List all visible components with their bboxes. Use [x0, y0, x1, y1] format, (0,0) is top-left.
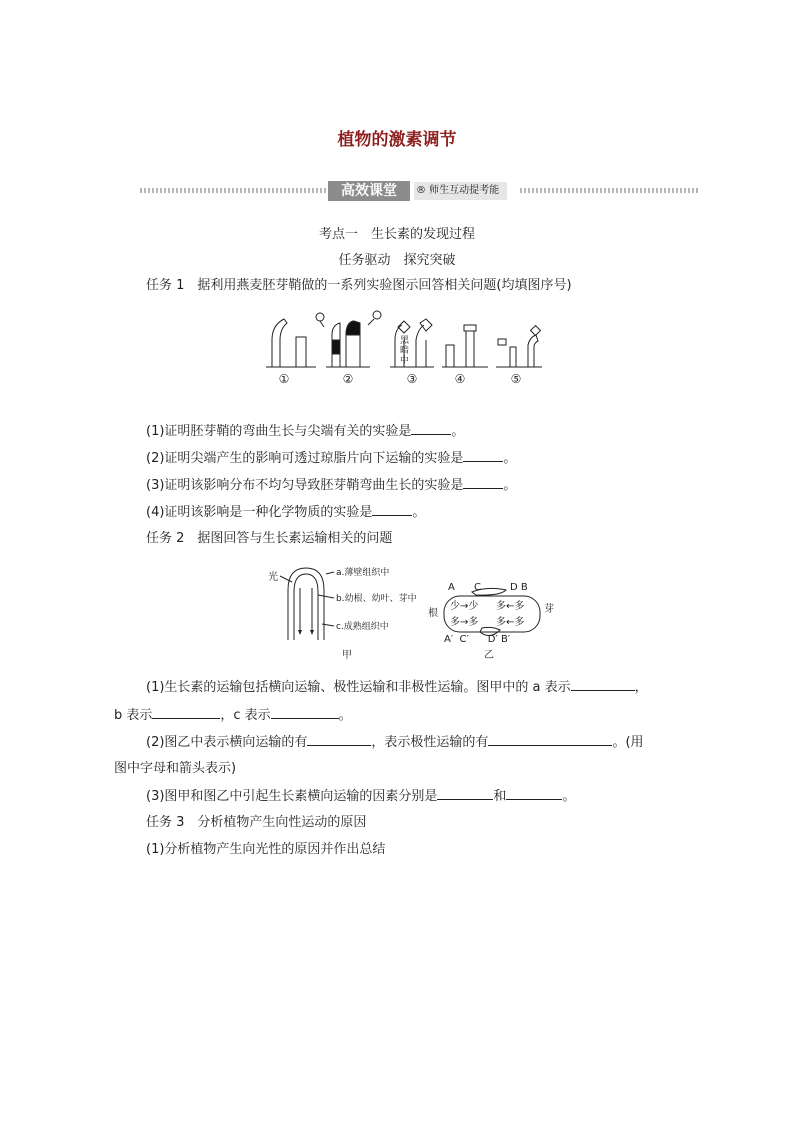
- light-label: 光: [268, 572, 278, 583]
- label-a: a.薄壁组织中: [336, 568, 390, 578]
- task2-question-1-line1: (1)生长素的运输包括横向运输、极性运输和非极性运输。图甲中的 a 表示 ，: [146, 680, 648, 695]
- label-C: C: [474, 582, 481, 593]
- task1-question-2: (2)证明尖端产生的影响可透过琼脂片向下运输的实验是 。: [146, 451, 517, 466]
- caption-yi: 乙: [484, 650, 494, 660]
- section-subheading: 任务驱动 探究突破: [338, 253, 456, 268]
- task2-question-2-line2: 图中字母和箭头表示): [114, 761, 237, 776]
- answer-blank[interactable]: [571, 678, 635, 691]
- task1-heading: 任务 1 据利用燕麦胚芽鞘做的一系列实验图示回答相关问题(均填图序号): [146, 278, 572, 293]
- figure-label-4: ④: [454, 372, 466, 386]
- root-label: 根: [428, 608, 438, 619]
- task1-question-1: (1)证明胚芽鞘的弯曲生长与尖端有关的实验是 。: [146, 424, 465, 439]
- label-c: c.成熟组织中: [336, 622, 389, 632]
- task3-heading: 任务 3 分析植物产生向性运动的原因: [146, 815, 367, 830]
- coleoptile-experiment-figure: [260, 305, 560, 390]
- label-b: b.幼根、幼叶、芽中: [336, 594, 417, 604]
- banner-label: 高效课堂: [328, 181, 410, 201]
- answer-blank[interactable]: [307, 733, 371, 746]
- figure-label-1: ①: [278, 372, 290, 386]
- dark-label-1: 黑: [400, 336, 410, 346]
- task3-question-1: (1)分析植物产生向光性的原因并作出总结: [146, 842, 386, 857]
- answer-blank[interactable]: [152, 706, 220, 719]
- label-A: A: [448, 582, 455, 593]
- row2-left: 多→多: [450, 617, 479, 628]
- task2-heading: 任务 2 据图回答与生长素运输相关的问题: [146, 531, 393, 546]
- row1-right: 多←多: [496, 601, 525, 612]
- task1-question-3: (3)证明该影响分布不均匀导致胚芽鞘弯曲生长的实验是 。: [146, 478, 517, 493]
- row2-right: 多←多: [496, 617, 525, 628]
- answer-blank[interactable]: [463, 476, 503, 489]
- task1-question-4: (4)证明该影响是一种化学物质的实验是 。: [146, 505, 426, 520]
- banner-divider-right: [520, 188, 700, 193]
- answer-blank[interactable]: [437, 787, 493, 800]
- bottom-labels: A′ C′ D′ B′: [444, 634, 511, 645]
- page-title: 植物的激素调节: [337, 130, 457, 150]
- caption-jia: 甲: [342, 650, 352, 660]
- answer-blank[interactable]: [488, 733, 612, 746]
- auxin-transport-figure: [262, 560, 562, 660]
- figure-label-5: ⑤: [510, 372, 522, 386]
- answer-blank[interactable]: [506, 787, 562, 800]
- dark-label-2: 暗: [400, 346, 410, 356]
- answer-blank[interactable]: [271, 706, 339, 719]
- banner-divider-left: [140, 188, 326, 193]
- figure-label-2: ②: [342, 372, 354, 386]
- label-D-B: D B: [510, 582, 528, 593]
- dark-label-3: 中: [400, 356, 410, 366]
- task2-question-2-line1: (2)图乙中表示横向运输的有 ，表示极性运输的有 。(用: [146, 735, 644, 750]
- banner-subtitle: ® 师生互动提考能: [414, 182, 507, 200]
- task2-question-3: (3)图甲和图乙中引起生长素横向运输的因素分别是 和 。: [146, 789, 576, 804]
- answer-blank[interactable]: [411, 422, 451, 435]
- row1-left: 少→少: [450, 601, 479, 612]
- bud-label: 芽: [544, 604, 554, 615]
- task2-question-1-line2: b 表示 ，c 表示 。: [114, 708, 352, 723]
- figure-label-3: ③: [406, 372, 418, 386]
- section-heading: 考点一 生长素的发现过程: [318, 227, 475, 242]
- answer-blank[interactable]: [463, 449, 503, 462]
- answer-blank[interactable]: [372, 503, 412, 516]
